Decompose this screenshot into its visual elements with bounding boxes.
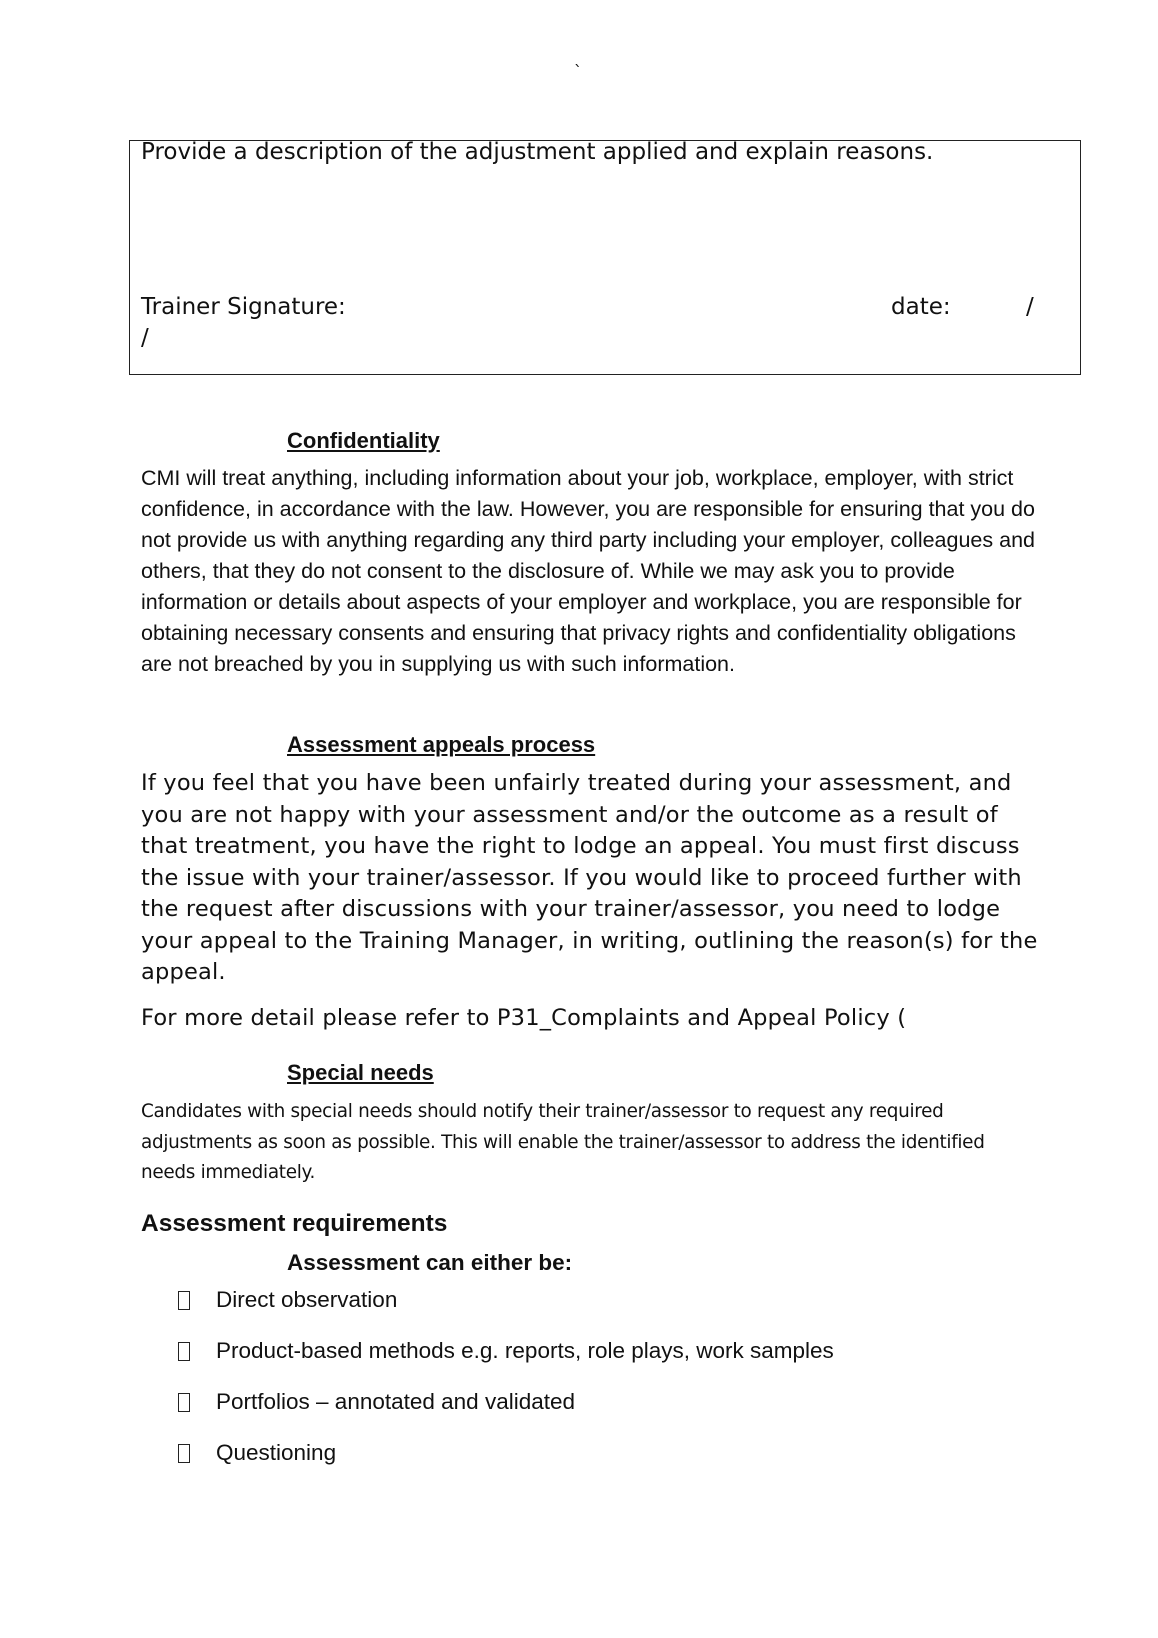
appeals-heading: Assessment appeals process [287,732,596,757]
list-item-label: Direct observation [216,1287,398,1312]
list-item [178,1389,575,1415]
date-label: date: [891,294,951,320]
date-separator: / [1026,294,1034,320]
list-item [178,1287,397,1313]
list-item [178,1338,834,1364]
bullet-box-icon [178,1444,190,1463]
requirements-subheading: Assessment can either be: [287,1250,573,1275]
confidentiality-paragraph: CMI will treat anything, including information about your job, workplace, employer, with strict confidence, in accordance with the law. However, you are responsible for ensuring that you do not provide us with anything regarding any third party including your employer, colleagues and others, that they do not consent to the disclosure of. While we may ask you to provide information or details about aspects of your employer and workplace, you are responsible for obtaining necessary consents and ensuring that privacy rights and confidentiality obligations are not breached by you in supplying us with such information. [141,466,1035,676]
adjustment-box [129,140,1081,375]
list-item [178,1440,336,1466]
bullet-box-icon [178,1393,190,1412]
bullet-box-icon [178,1291,190,1310]
date-separator: / [141,325,149,351]
special-needs-paragraph: Candidates with special needs should notify their trainer/assessor to request any required adjustments as soon as possible. This will enable the trainer/assessor to address the identified needs immediately. [141,1101,985,1183]
appeals-paragraph: If you feel that you have been unfairly treated during your assessment, and you are not happy with your assessment and/or the outcome as a result of that treatment, you have the right to lodge an appeal. You must first discuss the issue with your trainer/assessor. If you would like to proceed further with the request after discussions with your trainer/assessor, you need to lodge your appeal to the Training Manager, in writing, outlining the reason(s) for the appeal. [141,770,1038,985]
bullet-box-icon [178,1342,190,1361]
trainer-signature-label: Trainer Signature: [141,294,346,320]
adjustment-description-prompt: Provide a description of the adjustment applied and explain reasons. [141,139,934,165]
requirements-heading: Assessment requirements [141,1210,448,1237]
header-mark: ` [574,62,582,81]
list-item-label: Questioning [216,1440,337,1465]
list-item-label: Product-based methods e.g. reports, role plays, work samples [216,1338,834,1363]
special-needs-heading: Special needs [287,1060,434,1085]
confidentiality-heading: Confidentiality [287,428,440,453]
list-item-label: Portfolios – annotated and validated [216,1389,576,1414]
appeals-policy-reference: For more detail please refer to P31_Complaints and Appeal Policy ( [141,1005,907,1031]
